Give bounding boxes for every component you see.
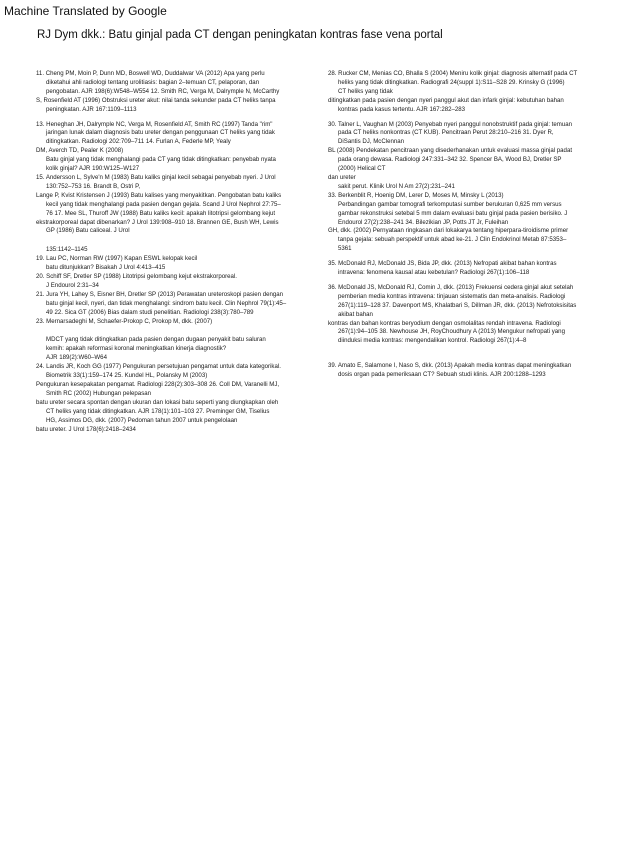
reference-line: diketahui ahli radiologi tentang urolitiasis: bagian 2–temuan CT, pelaporan, dan bbox=[46, 78, 260, 86]
reference-line: kontras pada kasus tertentu. AJR 167:282–283 bbox=[338, 105, 466, 113]
reference-line: pengobatan. AJR 198(6):W548–W554 12. Smith RC, Verga M, Dalrymple N, McCarthy bbox=[46, 87, 280, 95]
reference-line: 267(1):94–105 38. Newhouse JH, RoyChoudhury A (2013) Mengukur nefropati yang bbox=[338, 328, 565, 336]
reference-line: 11. Cheng PM, Moin P, Dunn MD, Boswell WD, Duddalwar VA (2012) Apa yang perlu bbox=[36, 70, 265, 77]
reference-line: batu ditunjukkan? Bisakah J Urol 4:413–415 bbox=[46, 264, 166, 272]
reference-line: kecil yang tidak menghalangi pada pasien dengan gejala. Scand J Urol Nephrol 27:75– bbox=[46, 200, 281, 208]
reference-line: kontras dan bahan kontras beryodium dengan osmolalitas rendah intravena. Radiologi bbox=[328, 319, 561, 327]
reference-line: 33. Berkenblit R, Hoenig DM, Lerer D, Moses M, Minsky L (2013) bbox=[328, 191, 504, 199]
reference-line: (2000) Helical CT bbox=[338, 165, 386, 173]
reference-line: 19. Lau PC, Norman RW (1997) Kapan ESWL kelopak kecil bbox=[36, 255, 198, 263]
reference-line: 21. Jura YH, Lahey S, Eisner BH, Dretler SP (2013) Perawatan ureteroskopi pasien dengan bbox=[36, 290, 284, 298]
reference-line: 5361 bbox=[338, 245, 352, 253]
reference-line: CT heliks yang tidak ditingkatkan. AJR 178(1):101–103 27. Preminger GM, Tiselius bbox=[46, 407, 270, 415]
reference-line: batu ginjal kecil, nyeri, dan tidak menghalangi: sindrom batu kecil. Clin Nephrol 79(1):45– bbox=[46, 299, 287, 307]
reference-line: AJR 189(2):W60–W64 bbox=[46, 354, 107, 362]
reference-line: BL (2008) Pendekatan pencitraan yang disederhanakan untuk evaluasi massa ginjal padat bbox=[328, 147, 573, 155]
reference-line: dan ureter bbox=[328, 173, 356, 181]
reference-line: 20. Schiff SF, Dretler SP (1988) Litotripsi gelombang kejut ekstrakorporeal. bbox=[36, 273, 237, 281]
reference-line: Endourol 27(2):238–241 34. Bilezikian JP, Potts JT Jr, Fuleihan bbox=[338, 218, 509, 226]
reference-line: Pengukuran kesepakatan pengamat. Radiologi 228(2):303–308 26. Coll DM, Varanelli MJ, bbox=[36, 381, 280, 388]
reference-line: 39. Amato E, Salamone I, Naso S, dkk. (2013) Apakah media kontras dapat meningkatkan bbox=[328, 362, 572, 370]
references-left-column bbox=[36, 70, 304, 434]
reference-line: jaringan lunak dalam diagnosis batu ureter dengan penggunaan CT heliks yang tidak bbox=[46, 129, 275, 137]
reference-line: diinduksi media kontras: mengendalikan kontrol. Radiologi 267(1):4–8 bbox=[338, 337, 527, 345]
reference-line: Batu ginjal yang tidak menghalangi pada CT yang tidak ditingkatkan: penyebab nyata bbox=[46, 156, 276, 164]
reference-line: 76 17. Mee SL, Thuroff JW (1988) Batu kaliks kecil: apakah litotripsi gelombang kejut bbox=[46, 209, 276, 217]
reference-line: 130:752–753 16. Brandt B, Ostri P, bbox=[46, 182, 141, 190]
reference-line: kemih: apakah reformasi koronal meningkatkan kinerja diagnostik? bbox=[46, 345, 227, 353]
reference-line: S, Rosenfield AT (1996) Obstruksi ureter akut: nilai tanda sekunder pada CT heliks tanpa bbox=[36, 96, 276, 104]
reference-line: 36. McDonald JS, McDonald RJ, Comin J, dkk. (2013) Frekuensi cedera ginjal akut setelah bbox=[328, 283, 574, 291]
reference-line: peningkatan. AJR 167:1109–1113 bbox=[46, 105, 137, 113]
reference-line: 23. Mernarsadeghi M, Schaefer-Prokop C, Prokop M, dkk. (2007) bbox=[36, 317, 213, 325]
reference-line: J Endourol 2:31–34 bbox=[46, 281, 99, 289]
reference-line: 30. Talner L, Vaughan M (2003) Penyebab nyeri panggul nonobstruktif pada ginjal: temuan bbox=[328, 120, 573, 128]
page-title: RJ Dym dkk.: Batu ginjal pada CT dengan peningkatan kontras fase vena portal bbox=[37, 29, 443, 41]
reference-line: ditingkatkan pada pasien dengan nyeri panggul akut dan infark ginjal: kebutuhan bahan bbox=[328, 96, 564, 104]
reference-line: 35. McDonald RJ, McDonald JS, Bida JP, dkk. (2013) Nefropati akibat bahan kontras bbox=[328, 260, 557, 268]
reference-line: CT heliks yang tidak bbox=[338, 87, 393, 95]
reference-line: ditingkatkan. Radiologi 202:709–711 14. Furlan A, Federle MP, Yealy bbox=[46, 138, 231, 146]
reference-line: Perbandingan gambar tomografi terkomputasi sumber berukuran 0,625 mm versus bbox=[338, 200, 562, 208]
reference-line: intravena: fenomena kausal atau kebetulan? Radiologi 267(1):106–118 bbox=[338, 269, 530, 277]
reference-line: 24. Landis JR, Koch GG (1977) Pengukuran persetujuan pengamat untuk data kategorikal. bbox=[36, 363, 281, 371]
line-gap bbox=[36, 236, 304, 246]
reference-line: sakit perut. Klinik Urol N Am 27(2):231–241 bbox=[338, 182, 455, 190]
reference-line: 15. Andersson L, Sylve'n M (1983) Batu kaliks ginjal kecil sebagai penyebab nyeri. J Urol bbox=[36, 173, 276, 181]
reference-line: GH, dkk. (2002) Pernyataan ringkasan dari lokakarya tentang hiperpara-tiroidisme primer bbox=[328, 227, 569, 235]
line-gap bbox=[328, 346, 598, 356]
reference-line: Biometrik 33(1):159–174 25. Kundel HL, Polansky M (2003) bbox=[46, 372, 208, 380]
reference-line: 49 22. Sica GT (2006) Bias dalam studi penelitian. Radiologi 238(3):780–789 bbox=[46, 308, 254, 316]
reference-line: DM, Averch TD, Pealer K (2008) bbox=[36, 147, 124, 155]
reference-line: gambar rekonstruksi setebal 5 mm dalam evaluasi batu ginjal pada pasien berisiko. J bbox=[338, 209, 568, 217]
reference-line: MDCT yang tidak ditingkatkan pada pasien dengan dugaan penyakit batu saluran bbox=[46, 336, 266, 344]
references-right-column bbox=[328, 70, 598, 380]
reference-line: 28. Rucker CM, Menias CO, Bhalla S (2004) Meniru kolik ginjal: diagnosis alternatif pada CT bbox=[328, 70, 578, 77]
reference-line: pemberian media kontras intravena: tinjauan sistematis dan meta-analisis. Radiologi bbox=[338, 292, 566, 300]
reference-line: dosis organ pada pemeriksaan CT? Sebuah studi klinis. AJR 200:1288–1293 bbox=[338, 371, 546, 379]
reference-line: GP (1986) Batu caliceal. J Urol bbox=[46, 227, 130, 235]
reference-line: tanpa gejala: sebuah perspektif untuk abad ke-21. J Clin Endokrinol Metab 87:5353– bbox=[338, 236, 567, 244]
reference-line: ekstrakorporeal dapat dibenarkan? J Urol 139:908–910 18. Brannen GE, Bush WH, Lewis bbox=[36, 218, 279, 226]
reference-line: DiSantis DJ, McClennan bbox=[338, 138, 405, 146]
line-gap bbox=[36, 326, 304, 336]
reference-line: heliks yang tidak ditingkatkan. Radiografi 24(suppl 1):S11–S28 29. Krinsky G (1996) bbox=[338, 78, 565, 86]
reference-line: 13. Heneghan JH, Dalrymple NC, Verga M, Rosenfield AT, Smith RC (1997) Tanda "rim" bbox=[36, 120, 273, 128]
reference-line: pada orang dewasa. Radiologi 247:331–342 32. Spencer BA, Wood BJ, Dretler SP bbox=[338, 156, 562, 164]
reference-line: HG, Assimos DG, dkk. (2007) Pedoman tahun 2007 untuk pengelolaan bbox=[46, 416, 238, 424]
reference-line: kolik ginjal? AJR 190:W125–W127 bbox=[46, 165, 140, 173]
reference-line: 267(1):119–128 37. Davenport MS, Khalatbari S, Dillman JR, dkk. (2013) Nefrotoksisitas bbox=[338, 301, 577, 309]
reference-line: akibat bahan bbox=[338, 310, 373, 318]
machine-translated-banner: Machine Translated by Google bbox=[4, 4, 167, 18]
reference-line: Smith RC (2002) Hubungan pelepasan bbox=[46, 389, 152, 397]
reference-line: 135:1142–1145 bbox=[46, 246, 88, 254]
reference-line: pada CT heliks nonkontras (CT KUB). Pencitraan Perut 28:210–216 31. Dyer R, bbox=[338, 129, 554, 137]
reference-line: batu ureter. J Urol 178(6):2418–2434 bbox=[36, 425, 136, 433]
reference-line: Lange P, Kvist Kristensen J (1993) Batu kalises yang menyakitkan. Pengobatan batu kaliks bbox=[36, 191, 282, 199]
reference-line: batu ureter secara spontan dengan ukuran dan lokasi batu seperti yang diungkapkan oleh bbox=[36, 398, 279, 406]
